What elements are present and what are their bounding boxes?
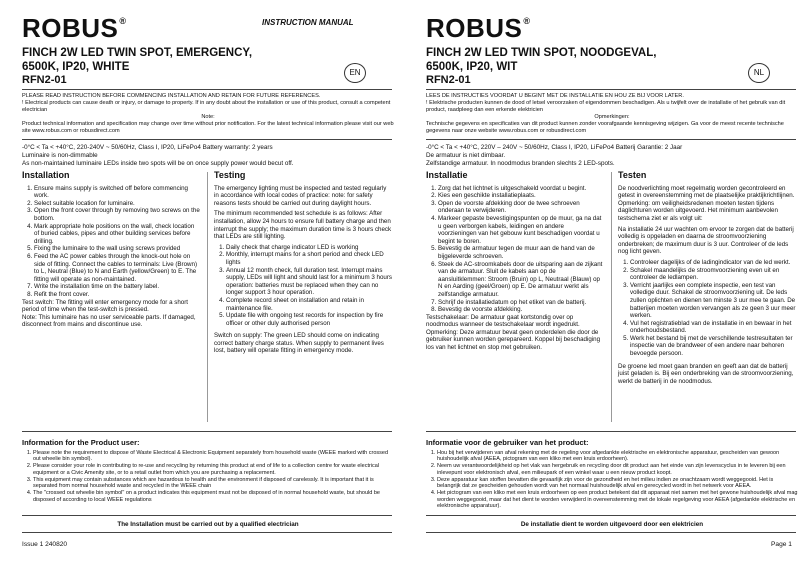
info-heading: Informatie voor de gebruiker van het product: (426, 438, 589, 447)
list-item: 4. Vul het registratieblad van de installatie in en bewaar in het onderhoudsbestand. (630, 320, 796, 335)
manual-page-en (0, 0, 400, 562)
test-switch-note: Test switch: The fitting will enter emergency mode for a short period of time when the test-switch is pressed. (22, 298, 188, 314)
list-item: 1. Hou bij het verwijderen van afval rekening met de regeling voor afgedankte elektrische en elektronische apparatuur, gescheiden van gewoon huishoudelijk afval (AEEA, pictogram van een kliko met een kruis erdoorheen). (437, 450, 798, 463)
list-item: 4. Markeer gepaste bevestigingspunten op de muur, ga na dat u geen verborgen kabels, leidingen en andere voorzieningen van het gebouw kunt beschadigen voordat u begint te boren. (438, 215, 604, 245)
list-item: 8. Bevestig de voorste afdekking. (438, 306, 604, 314)
testing-section (618, 172, 796, 388)
list-item: 3. Open de voorste afdekking door de twee schroeven onderaan te verwijderen. (438, 200, 604, 215)
installation-footer-note: The Installation must be carried out by a qualified electrician (117, 521, 299, 528)
product-user-info (22, 440, 394, 503)
language-badge: NL (748, 63, 770, 83)
installation-steps (426, 185, 604, 314)
list-item: 2. Please consider your role in contributing to re-use and recycling by returning this product at end of life to a collection centre for waste electrical equipment or a Civic Amenity site, or to a retail outlet from which you are purchasing a replacement. (33, 463, 394, 476)
switch-on-note: De groene led moet gaan branden en geeft aan dat de batterij juist geladen is. Bij een onderbreking van de stroomvoorziening, werkt de batterij in de noodmodus. (618, 362, 794, 385)
list-item: 1. Please note the requirement to dispose of Waste Electrical & Electronic Equipment separately from household waste (WEEE marked with crossed out wheelie bin symbol). (33, 450, 394, 463)
divider (22, 89, 392, 90)
list-item: 3. Deze apparatuur kan stoffen bevatten die gevaarlijk zijn voor de gezondheid en het milieu indien ze onachtzaam wordt weggegooid. Het is belangrijk dat ze gescheiden gehouden wordt van het normaal huishoudelijk afval en gerecycled wordt in het netwerk voor AEEA. (437, 477, 798, 490)
info-heading: Information for the Product user: (22, 438, 140, 447)
service-note: Opmerking: Deze armatuur bevat geen onderdelen die door de gebruiker kunnen worden gerepareerd. Koppel bij beschadiging los van het lichtnet en stop met gebruiken. (426, 328, 601, 352)
safety-warning: PLEASE READ INSTRUCTION BEFORE COMMENCING INSTALLATION AND RETAIN FOR FUTURE REFERENCES. ! Electrical products can cause death or injury, or damage to property. If in any doubt about the installation or use of this product, consult a competent electrician Note: Product technical information and specification may change over time without prior notification. For the latest technical information please visit our web site www.robus.com or robusdirect.com (22, 93, 394, 134)
testing-schedule: Na installatie 24 uur wachten om ervoor te zorgen dat de batterij volledig is opgeladen en daarna de stroomvoorziening onderbreken; de maximum duur is 3 uur. Controleer of de leds nog licht geven. (618, 225, 794, 256)
page-number: Page 1 (771, 541, 792, 548)
product-code: RFN2-01 (22, 74, 67, 86)
list-item: 1. Daily check that charge indicator LED is working (226, 244, 392, 252)
testing-schedule: The minimum recommended test schedule is as follows: After installation, allow 24 hours to ensure full battery charge and then interrupt the supply; the maximum duration time is 3 hours check that LEDs are still lighting. (214, 210, 392, 241)
divider (426, 89, 796, 90)
installation-steps (22, 185, 200, 299)
installation-section (426, 172, 604, 352)
list-item: 8. Refit the front cover. (34, 291, 200, 299)
manual-page-nl (404, 0, 804, 562)
list-item: 2. Schakel maandelijks de stroomvoorziening even uit en controleer de ledlampen. (630, 267, 796, 282)
divider (22, 139, 392, 140)
document-type: INSTRUCTION MANUAL (262, 18, 354, 27)
divider (426, 139, 796, 140)
list-item: 5. Fixing the luminaire to the wall using screws provided (34, 245, 200, 253)
list-item: 3. Verricht jaarlijks een complete inspectie, een test van volledige duur. Schakel de stroomvoorziening uit. De leds zullen oplichten en dienen ten minste 3 uur mee te gaan. De batterijen moeten worden vervangen als ze geen 3 uur meer werken. (630, 282, 796, 320)
testing-section (214, 172, 392, 358)
list-item: 5. Update file with ongoing test records for inspection by fire officer or other duly authorised person (226, 312, 392, 327)
testing-steps (618, 259, 796, 358)
section-heading: Installatie (426, 170, 468, 180)
list-item: 5. Werk het bestand bij met de verschillende testresultaten ter inspectie van de brandweer of een andere naar behoren bevoegde persoon. (630, 335, 796, 358)
list-item: 2. Neem uw verantwoordelijkheid op het vlak van hergebruik en recycling door dit product aan het einde van zijn levenscyclus in te leveren bij een inlevepunt voor elektronisch afval, een milieupark of een winkel waar u een nieuw product koopt. (437, 463, 798, 476)
list-item: 2. Monthly, interrupt mains for a short period and check LED lights (226, 251, 392, 266)
testing-intro: De noodverlichting moet regelmatig worden gecontroleerd en getest in overeenstemming met de plaatselijke praktijkrichtlijnen. Opmerking: om veiligheidsredenen moeten testen tijdens daglichturen worden uitgevoerd. Het minimum aanbevolen testschema ziet er als volgt uit: (618, 184, 795, 222)
product-user-info (426, 440, 798, 510)
divider (22, 532, 392, 533)
specifications: -0°C < Ta < +40°C, 220-240V ~ 50/60Hz, Class I, IP20, LiFePo4 Battery warranty: 2 years Luminaire is non-dimmable As non-maintained luminaire LEDs inside two spots will be on once supply power would becut off. (22, 144, 294, 168)
list-item: 4. Complete record sheet on installation and retain in maintenance file. (226, 297, 392, 312)
installation-footer-note: De installatie dient te worden uitgevoerd door een elektricien (520, 521, 704, 528)
switch-on-note: Switch on supply: The green LED should come on indicating correct battery charge status. When supply to permanent lives lost, battery will operate fitting in emergency mode. (214, 332, 384, 355)
list-item: 6. Feed the AC power cables through the knock-out hole on side of fitting. Connect the cables to terminals: Live (Brown) to L, Neutral (Blue) to N and Earth (yellow/Green) to E. The fitting will operate as non-maintained. (34, 253, 200, 283)
section-heading: Installation (22, 170, 70, 180)
testing-steps (214, 244, 392, 328)
column-divider (207, 172, 208, 422)
test-switch-note: Testschakelaar: De armatuur gaat kortstondig over op noodmodus wanneer de testschakelaar wordt ingedrukt. (426, 313, 580, 329)
testing-intro: The emergency lighting must be inspected and tested regularly in accordance with local codes of practice: note: for safety reasons tests should be carried out during daylight hours. (214, 184, 387, 207)
divider (22, 431, 392, 432)
list-item: 7. Schrijf de installatiedatum op het etiket van de batterij. (438, 299, 604, 307)
list-item: 7. Write the installation time on the battery label. (34, 283, 200, 291)
product-title: FINCH 2W LED TWIN SPOT, NOODGEVAL, 6500K, IP20, WIT (426, 47, 657, 73)
divider (426, 515, 796, 516)
list-item: 3. Annual 12 month check, full duration test. Interrupt mains supply, LEDs will light and should last for a minimum 3 hours operation: batteries must be replaced when they can no longer support 3 hour operation. (226, 267, 392, 297)
section-heading: Testing (214, 170, 246, 180)
list-item: 1. Zorg dat het lichtnet is uitgeschakeld voordat u begint. (438, 185, 604, 193)
divider (426, 532, 796, 533)
list-item: 4. The "crossed out wheelie bin symbol" on a product indicates this equipment must not be disposed of in normal household waste, but should be disposed of according to local WEEE regulations (33, 490, 394, 503)
list-item: 1. Controleer dagelijks of de ladingindicator van de led werkt. (630, 259, 796, 267)
service-note: Note: This luminaire has no user serviceable parts. If damaged, disconnect from mains and discontinue use. (22, 313, 196, 329)
issue-number: Issue 1 240820 (22, 541, 68, 548)
section-heading: Testen (618, 170, 647, 180)
list-item: 1. Ensure mains supply is switched off before commencing work. (34, 185, 200, 200)
divider (22, 515, 392, 516)
language-badge: EN (344, 63, 366, 83)
list-item: 3. Open the front cover through by removing two screws on the bottom. (34, 207, 200, 222)
list-item: 5. Bevestig de armatuur tegen de muur aan de hand van de bijgeleverde schroeven. (438, 245, 604, 260)
installation-section (22, 172, 200, 329)
list-item: 2. Kies een geschikte installatieplaats. (438, 192, 604, 200)
specifications: -0°C < Ta < +40°C, 220V – 240V ~ 50/60Hz, Class I, IP20, LiFePo4 Batterij Garantie: 2 Jaar De armatuur is niet dimbaar. Zelfstandige armatuur. In noodmodus branden slechts 2 LED-spots. (426, 144, 683, 168)
list-item: 3. This equipment may contain substances which are hazardous to health and the environment if disposed of carelessly. It is important that it is separated from normal household waste and recycled in the WEEE chain (33, 477, 394, 490)
list-item: 4. Mark appropriate hole positions on the wall, check location of buried cables, pipes and other building services before drilling. (34, 223, 200, 246)
list-item: 4. Het pictogram van een kliko met een kruis erdoorheen op een product betekent dat dit apparaat niet samen met het gewone huishoudelijk afval mag worden weggegooid, maar dat het dient te worden verwijderd in overeenstemming met de lokale regelgeving voor AEEA (afgedankte elektrische en elektronische apparatuur). (437, 490, 798, 510)
list-item: 2. Select suitable location for luminaire. (34, 200, 200, 208)
product-code: RFN2-01 (426, 74, 471, 86)
product-title: FINCH 2W LED TWIN SPOT, EMERGENCY, 6500K, IP20, WHITE (22, 47, 253, 73)
brand-logo: ROBUS® (22, 13, 127, 43)
safety-warning: LEES DE INSTRUCTIES VOORDAT U BEGINT MET DE INSTALLATIE EN HOU ZE BIJ VOOR LATER. ! Elektrische producten kunnen de dood of letsel veroorzaken of eigendommen beschadigen. Als u twijfelt over de installatie of het gebruik van dit product, raadpleeg dan een erkende elektricien Opmerkingen: Technische gegevens en specificaties van dit product kunnen zonder voorafgaande kennisgeving wijzigen. Ga voor de meest recente technische gegevens naar onze website www.robus.com or robusdirect.com (426, 93, 786, 134)
column-divider (611, 172, 612, 422)
list-item: 6. Steek de AC-stroomkabels door de uitsparing aan de zijkant van de armatuur. Sluit de kabels aan op de aansluitklemmen: Stroom (Bruin) op L, Neutraal (Blauw) op N en Aarding (geel/Groen) op E. De armatuur werkt als zelfstandige armatuur. (438, 261, 604, 299)
divider (426, 431, 796, 432)
brand-logo: ROBUS® (426, 13, 531, 43)
